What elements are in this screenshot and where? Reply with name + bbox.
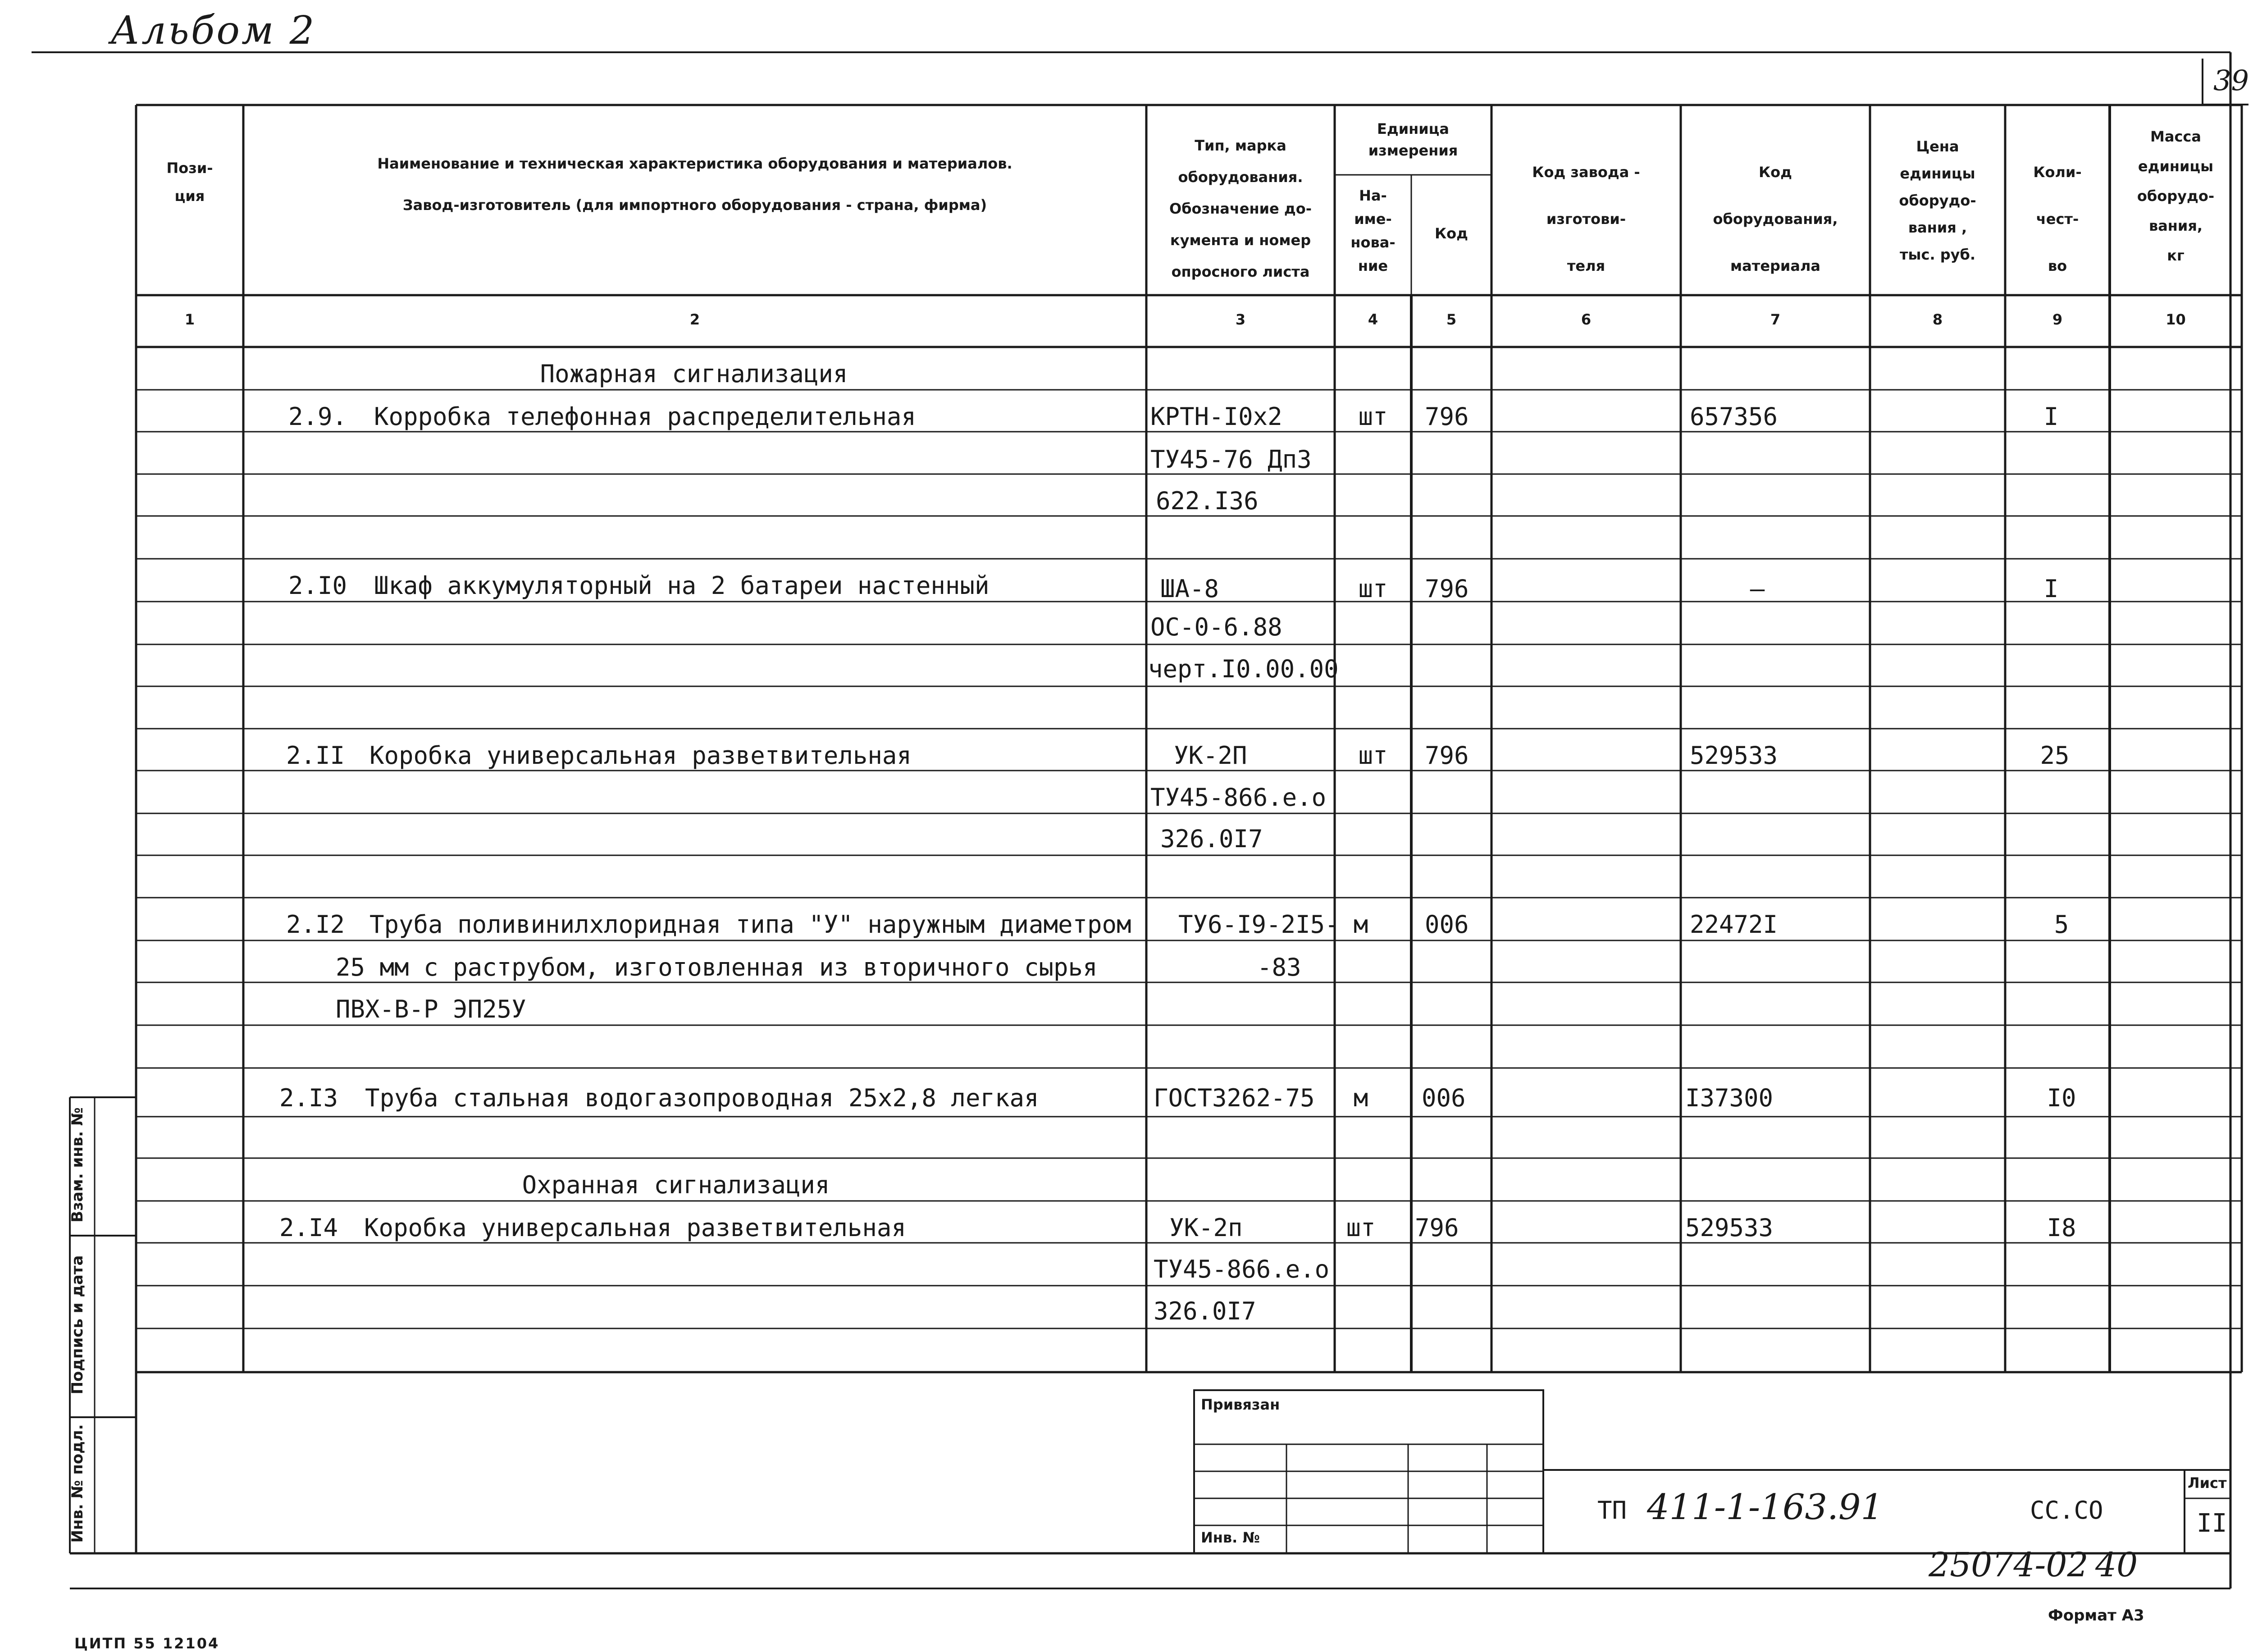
column-number: 6 [1581,311,1592,328]
header-unit-group-line: измерения [1368,142,1458,159]
header-factory-code [1491,149,1681,289]
header-quantity-line: во [2048,257,2067,274]
header-quantity [2005,149,2110,289]
item-type: УК-2П [1174,741,1247,770]
header-mass-line: Масса [2150,128,2201,145]
header-mass-line: вания, [2148,217,2203,234]
header-unit-name [1335,184,1411,278]
header-equipment-code-line: Код [1759,164,1792,181]
item-equipment-code: 22472I [1690,910,1778,939]
column-number: 2 [689,311,700,328]
item-position: 2.9. [288,402,347,431]
item-unit-code: 006 [1425,910,1469,939]
header-unit-name-line: име- [1354,210,1392,228]
header-type [1146,130,1335,288]
section-title-security: Охранная сигнализация [522,1171,830,1199]
header-price [1870,133,2005,268]
doc-code: СС.СО [2030,1496,2103,1524]
item-unit-code: 796 [1425,575,1469,603]
header-mass-line: оборудо- [2137,187,2215,205]
side-stamp-inv-vzam: Взам. инв. № [68,1107,87,1223]
item-name: Труба стальная водогазопроводная 25х2,8 легкая [365,1084,1039,1112]
item-equipment-code: 529533 [1690,741,1778,770]
doc-number: 411-1-163.91 [1647,1487,1884,1528]
header-name-line: Завод-изготовитель (для импортного оборудования - страна, фирма) [402,196,987,214]
side-stamp-sign-date: Подпись и дата [68,1255,87,1395]
column-number: 9 [2052,311,2063,328]
item-type: ША-8 [1160,575,1219,603]
header-name-line: Наименование и техническая характеристика оборудования и материалов. [377,155,1012,172]
item-position: 2.II [286,741,345,770]
item-name: 25 мм с раструбом, изготовленная из вторичного сырья [336,953,1098,981]
column-number: 8 [1932,311,1943,328]
header-price-line: оборудо- [1899,192,1976,209]
item-unit-code: 796 [1425,741,1469,770]
header-mass-line: кг [2167,247,2185,264]
item-unit-code: 006 [1422,1084,1466,1112]
item-position: 2.I3 [279,1084,338,1112]
item-position: 2.I2 [286,910,345,939]
item-name: Коробка универсальная разветвительная [364,1214,906,1242]
item-quantity: I [2043,402,2059,431]
item-equipment-code: I37300 [1685,1084,1774,1112]
item-unit: шт [1358,575,1388,603]
item-quantity: 25 [2040,741,2070,770]
column-number: 10 [2166,311,2186,328]
item-unit: шт [1346,1214,1376,1242]
header-unit-name-line: нова- [1350,234,1396,251]
item-unit: шт [1358,402,1388,431]
section-title-fire: Пожарная сигнализация [540,360,848,388]
header-unit-code: Код [1435,225,1468,242]
header-price-line: вания , [1908,219,1967,236]
header-factory-code-line: изготови- [1546,210,1626,228]
privyazan-title: Привязан [1201,1396,1280,1413]
item-equipment-code: 529533 [1685,1214,1774,1242]
sheet-corner-number: 39 [2213,64,2249,97]
item-unit: м [1353,1084,1368,1112]
header-factory-code-line: Код завода - [1532,164,1640,181]
side-stamp-inv-orig: Инв. № подл. [68,1424,87,1543]
header-factory-code-line: теля [1567,257,1605,274]
item-type: УК-2п [1169,1214,1243,1242]
header-position-line: Пози- [166,160,213,177]
header-quantity-line: Коли- [2033,164,2082,181]
header-mass [2110,122,2242,270]
header-price-line: тыс. руб. [1899,246,1975,263]
item-type: 622.I36 [1156,487,1259,515]
column-number: 5 [1446,311,1457,328]
header-type-line: Обозначение до- [1169,200,1312,217]
header-equipment-code-line: материала [1730,257,1820,274]
sheet-number: II [2197,1509,2227,1538]
header-unit-group [1335,118,1491,161]
item-unit: м [1353,910,1368,939]
item-unit: шт [1358,741,1388,770]
column-number: 4 [1368,311,1378,328]
header-type-line: опросного листа [1171,263,1310,280]
item-name: Труба поливинилхлоридная типа "У" наружным диаметром [369,910,1131,939]
format-label: Формат А3 [2048,1606,2144,1625]
header-price-line: единицы [1900,165,1975,182]
header-position [136,158,243,207]
doc-prefix: ТП [1597,1496,1627,1524]
item-name: Корробка телефонная распределительная [374,402,916,431]
item-type: черт.I0.00.00 [1148,655,1339,683]
item-type: ТУ45-76 Дп3 [1150,445,1312,474]
header-quantity-line: чест- [2036,210,2079,228]
item-equipment-code: – [1750,575,1765,603]
header-unit-group-line: Единица [1377,120,1449,137]
item-quantity: 5 [2054,910,2069,939]
item-type: КРТН-I0х2 [1150,402,1282,431]
header-equipment-code [1681,149,1870,289]
header-price-line: Цена [1916,138,1959,155]
item-position: 2.I4 [279,1214,338,1242]
item-type: ТУ45-866.е.о [1150,783,1327,812]
header-type-line: оборудования. [1178,169,1303,186]
item-unit-code: 796 [1415,1214,1459,1242]
item-type: ОС-0-6.88 [1150,613,1282,641]
item-quantity: I [2043,575,2059,603]
item-type: -83 [1257,953,1301,981]
item-type: 326.0I7 [1160,825,1263,853]
sheet-label: Лист [2188,1474,2227,1492]
bottom-number: 25074-02 [1929,1546,2089,1584]
item-name: Шкаф аккумуляторный на 2 батареи настенный [374,571,990,600]
item-type: ГОСТ3262-75 [1154,1084,1315,1112]
column-number: 1 [184,311,195,328]
header-type-line: кумента и номер [1170,232,1311,249]
item-quantity: I0 [2047,1084,2076,1112]
header-position-line: ция [174,187,205,205]
item-type: 326.0I7 [1154,1297,1256,1325]
header-unit-name-line: На- [1359,187,1387,204]
column-number: 7 [1770,311,1781,328]
bottom-page: 40 [2095,1546,2138,1584]
item-name: Коробка универсальная разветвительная [369,741,912,770]
print-mark: ЦИТП 55 12104 [74,1635,220,1652]
item-unit-code: 796 [1425,402,1469,431]
album-note: Альбом 2 [110,8,316,53]
header-unit-name-line: ние [1358,257,1388,274]
item-type: ТУ45-866.е.о [1154,1255,1330,1283]
header-type-line: Тип, марка [1195,137,1286,154]
header-mass-line: единицы [2138,158,2214,175]
item-type: ТУ6-I9-2I5- [1178,910,1340,939]
item-equipment-code: 657356 [1690,402,1778,431]
privyazan-inv-no: Инв. № [1201,1529,1260,1546]
header-name [243,153,1146,216]
item-name: ПВХ-В-Р ЭП25У [336,995,526,1023]
header-equipment-code-line: оборудования, [1713,210,1838,228]
item-quantity: I8 [2047,1214,2076,1242]
column-number: 3 [1235,311,1246,328]
item-position: 2.I0 [288,571,347,600]
